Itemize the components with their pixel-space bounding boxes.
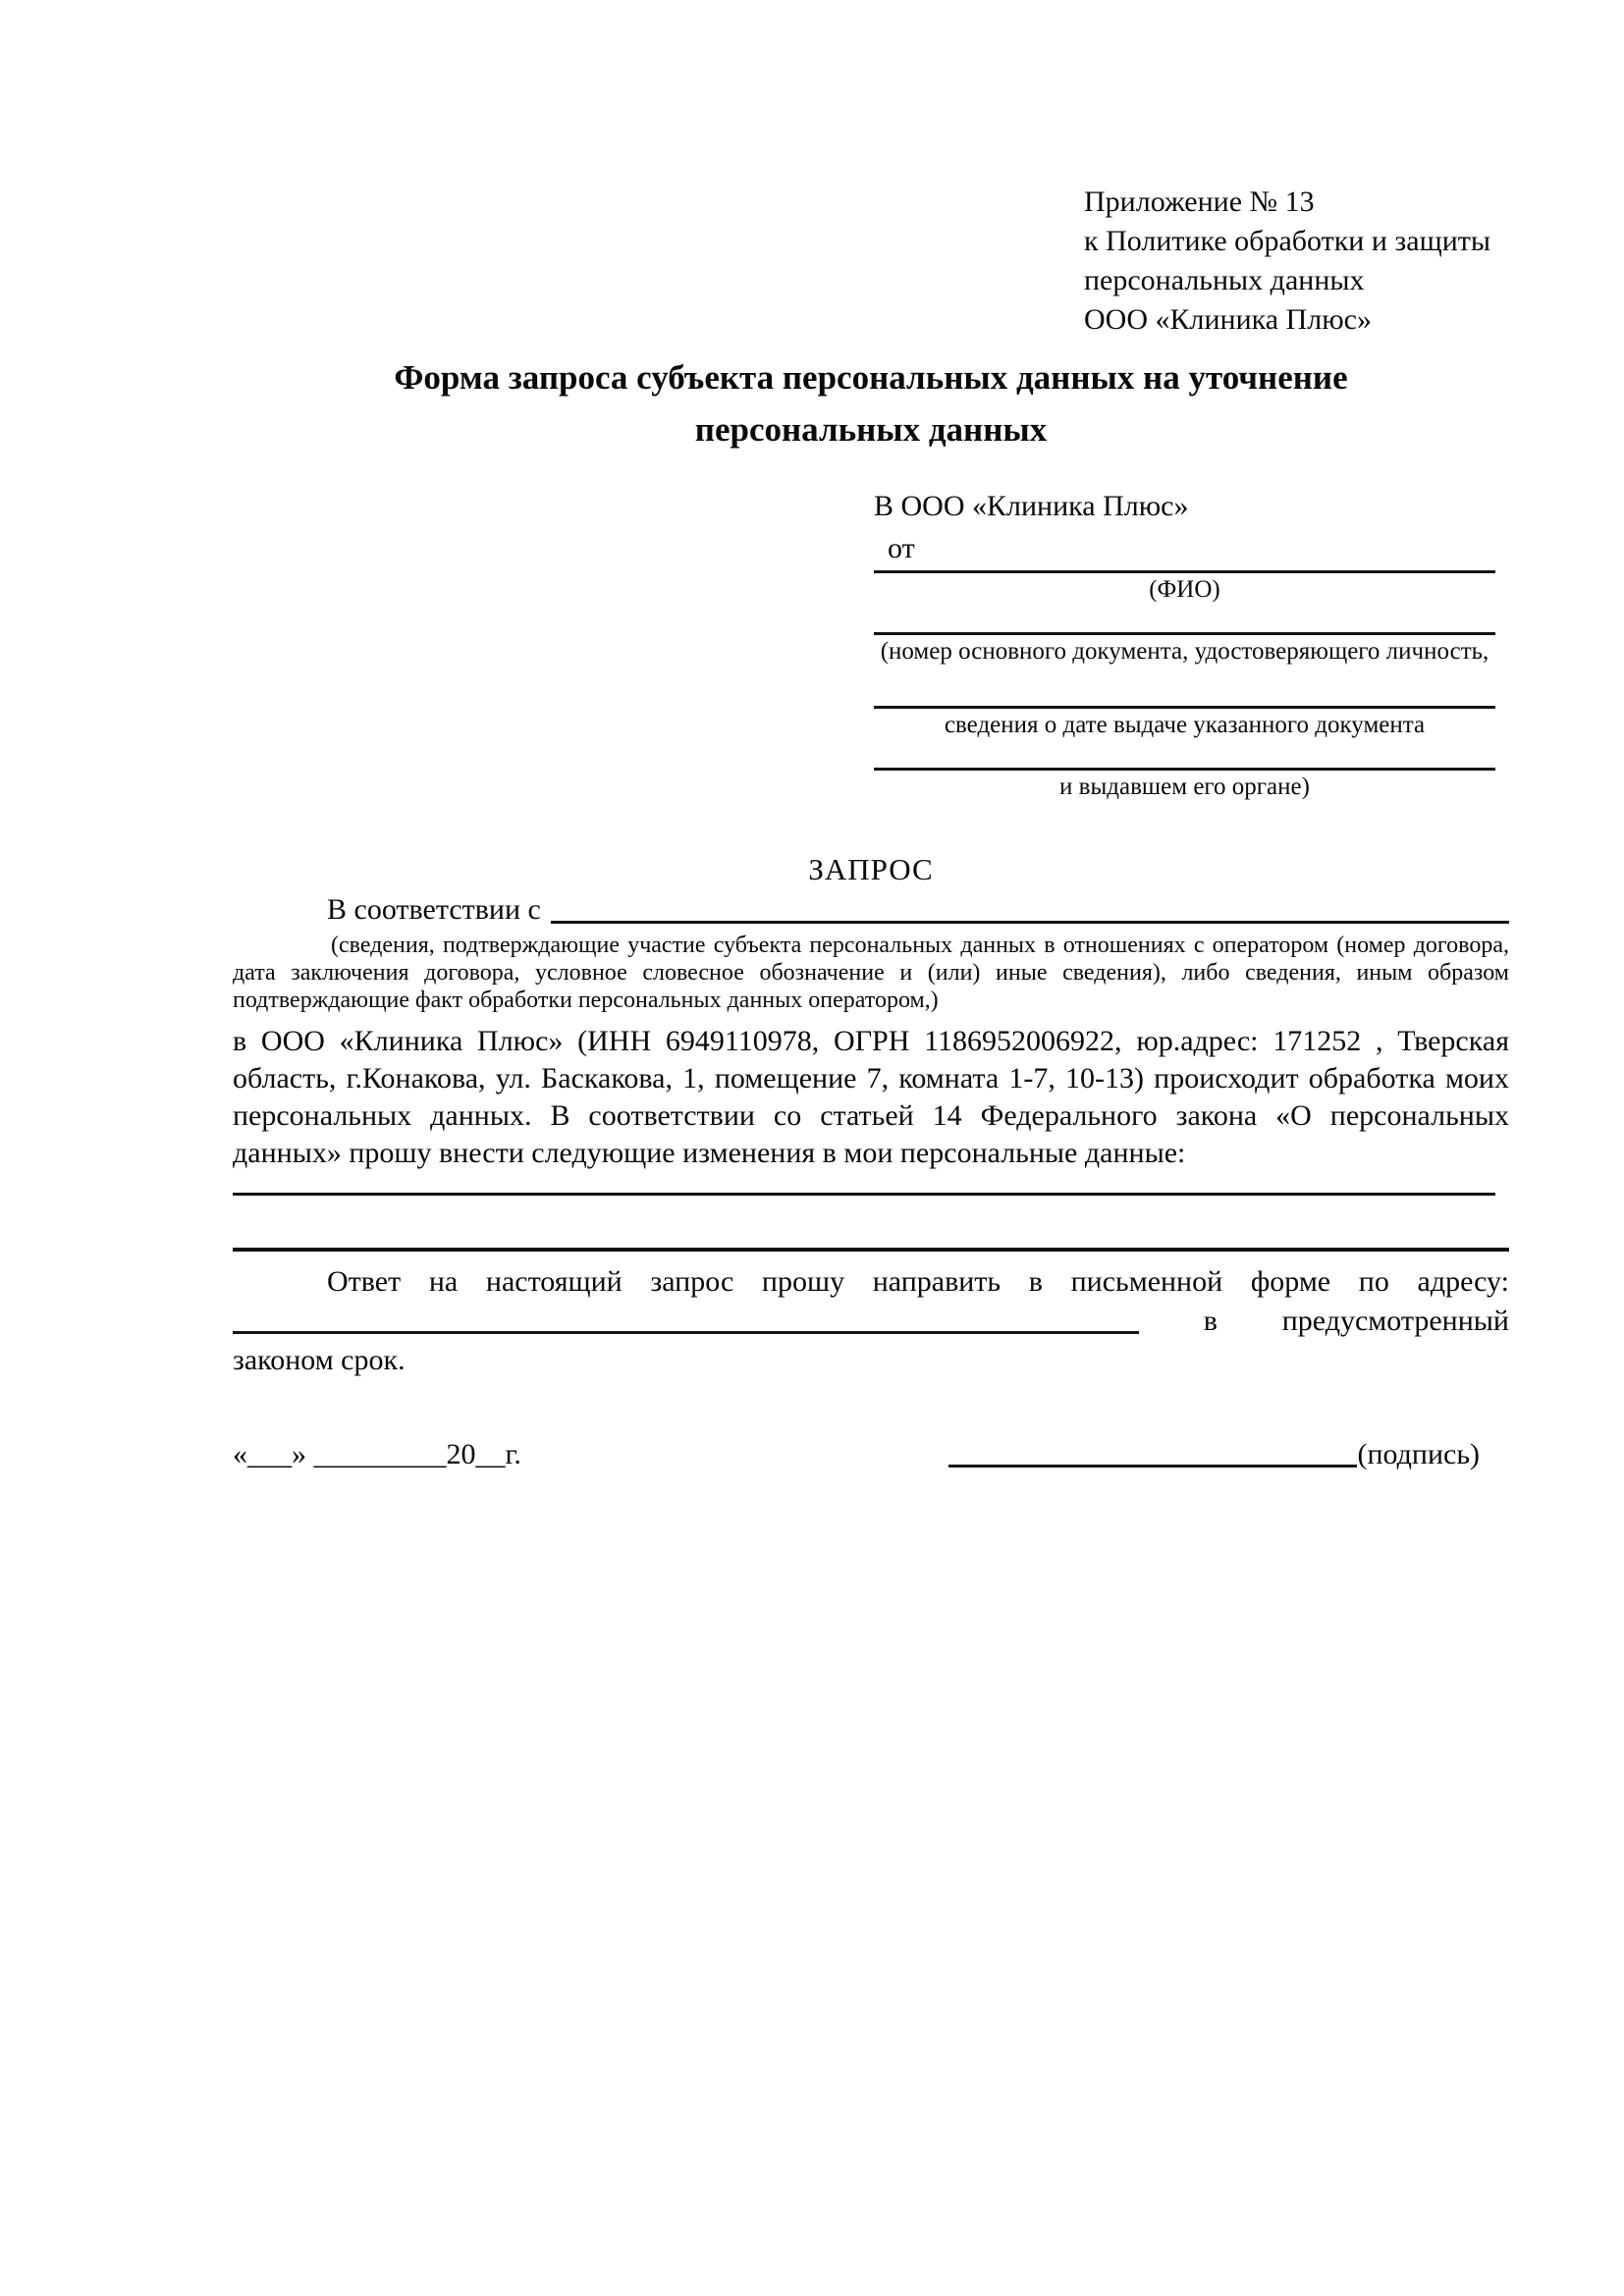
appendix-line: к Политике обработки и защиты [1084, 225, 1491, 257]
reply-word: предусмотренный [1281, 1305, 1509, 1337]
doc-date-write-line [874, 706, 1495, 709]
doc-issuer-write-line [874, 768, 1495, 771]
intro-write-line [551, 921, 1509, 924]
footer-row [233, 1435, 1509, 1474]
address-write-line [233, 1331, 1139, 1334]
addressee-to: В ООО «Клиника Плюс» [874, 490, 1189, 522]
addressee-from-label: от [888, 532, 915, 564]
addressee-block [874, 488, 1495, 802]
reply-paragraph-line-1: Ответ на настоящий запрос прошу направить в письменной форме по адресу: [327, 1265, 1509, 1298]
intro-row [233, 889, 1509, 931]
reply-paragraph-line-2 [233, 1302, 1509, 1341]
changes-write-line-2 [233, 1248, 1509, 1252]
appendix-line: ООО «Клиника Плюс» [1084, 303, 1372, 336]
doc-number-write-line [874, 632, 1495, 635]
intro-caption: (сведения, подтверждающие участие субъекта персональных данных в отношениях с оператором (номер договора, дата заключения договора, условное словесное обозначение и (или) иные сведения), либо сведения, иным образом подтверждающие факт обработки персональных данных оператором,) [233, 933, 1509, 1013]
signature-group [948, 1435, 1480, 1474]
doc-issuer-caption: и выдавшем его органе) [1059, 774, 1310, 800]
page-title-line: Форма запроса субъекта персональных данных на уточнение [394, 358, 1348, 397]
request-heading: ЗАПРОС [808, 852, 934, 886]
request-body [233, 889, 1509, 1380]
fio-write-line [874, 570, 1495, 573]
reply-word: в [1203, 1305, 1218, 1337]
page-title-line: персональных данных [694, 410, 1048, 449]
appendix-line: Приложение № 13 [1084, 186, 1315, 218]
reply-paragraph-line-3: законом срок. [233, 1344, 406, 1376]
page-title [233, 351, 1509, 455]
fio-caption: (ФИО) [1149, 576, 1220, 603]
request-paragraph: в ООО «Клиника Плюс» (ИНН 6949110978, ОГРН 1186952006922, юр.адрес: 171252 , Тверская область, г.Конакова, ул. Баскакова, 1, помещение 7, комната 1-7, 10-13) происходит обработка моих персональных данных. В соответствии со статьей 14 Федерального закона «О персональных данных» прошу внести следующие изменения в мои персональные данные: [233, 1025, 1509, 1169]
changes-write-line-1 [233, 1193, 1495, 1196]
doc-number-caption: (номер основного документа, удостоверяющего личность, [880, 638, 1489, 665]
date-blank: «___» _________20__г. [233, 1438, 521, 1470]
appendix-line: персональных данных [1084, 264, 1365, 296]
signature-write-line [948, 1465, 1357, 1468]
appendix-header [1084, 183, 1490, 340]
signature-caption: (подпись) [1357, 1438, 1480, 1470]
intro-prefix: В соответствии с [327, 893, 541, 926]
doc-date-caption: сведения о дате выдаче указанного документа [944, 712, 1426, 738]
